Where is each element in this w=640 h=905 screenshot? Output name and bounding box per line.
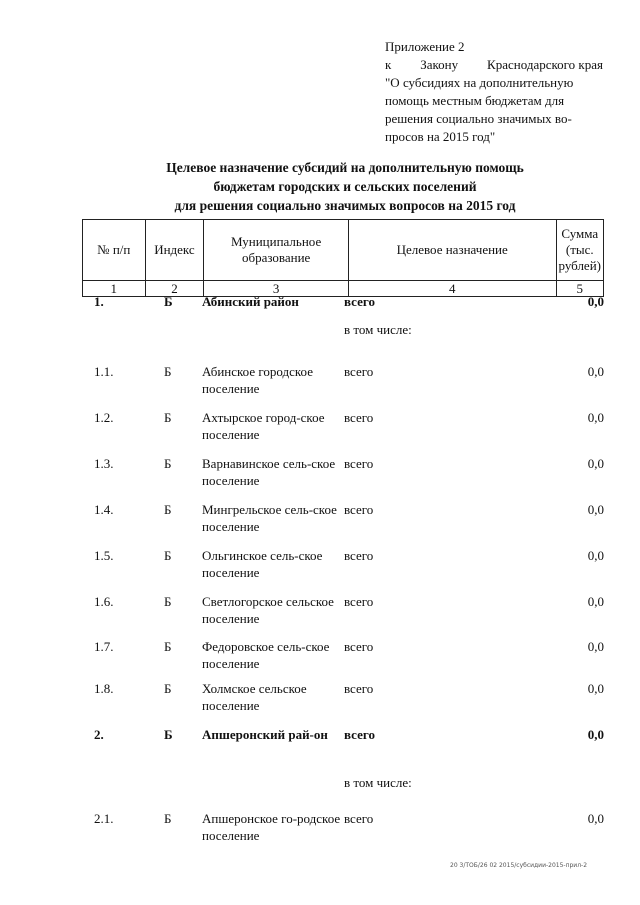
header-number: № п/п [83, 220, 146, 281]
appendix-word: к [385, 57, 392, 72]
row-index: Б [164, 456, 172, 471]
row-municipality: Холмское сельское поселение [202, 681, 307, 713]
row-municipality: Ольгинское сель-ское поселение [202, 548, 323, 580]
row-municipality: Варнавинское сель-ское поселение [202, 456, 336, 488]
appendix-line: помощь местным бюджетам для [385, 93, 565, 108]
row-purpose: всего [344, 410, 374, 425]
row-municipality: Светлогорское сельское поселение [202, 594, 334, 626]
table-row [82, 455, 604, 501]
row-sum: 0,0 [587, 639, 604, 654]
column-number: 4 [348, 281, 556, 297]
column-number: 1 [83, 281, 146, 297]
table-row [82, 293, 604, 321]
row-purpose: всего [344, 811, 374, 826]
row-municipality: Апшеронский рай-он [202, 727, 328, 742]
table-row [82, 409, 604, 455]
table-header [82, 219, 604, 297]
appendix-line [385, 56, 603, 74]
row-municipality: Абинское городское поселение [202, 364, 313, 396]
header-index: Индекс [145, 220, 204, 281]
row-purpose: всего [344, 364, 374, 379]
title-line: для решения социально значимых вопросов на 2015 год [174, 198, 516, 213]
row-number: 1.6. [94, 594, 114, 609]
row-purpose: всего [344, 594, 374, 609]
including-label: в том числе: [344, 322, 412, 337]
row-purpose: всего [344, 639, 374, 654]
table-row [82, 810, 604, 856]
row-municipality: Ахтырское город-ское поселение [202, 410, 325, 442]
appendix-line: "О субсидиях на дополнительную [385, 75, 574, 90]
row-index: Б [164, 294, 173, 309]
appendix-word: Закону [420, 57, 459, 72]
title-line: Целевое назначение субсидий на дополнительную помощь [166, 160, 524, 175]
row-number: 2. [94, 727, 104, 742]
row-municipality: Апшеронское го-родское поселение [202, 811, 341, 843]
row-sum: 0,0 [587, 594, 604, 609]
row-sum: 0,0 [587, 456, 604, 471]
row-index: Б [164, 681, 172, 696]
row-sum: 0,0 [587, 727, 604, 742]
row-number: 1.7. [94, 639, 114, 654]
row-purpose: всего [344, 548, 374, 563]
column-number: 2 [145, 281, 204, 297]
table-row [82, 593, 604, 638]
table-row [82, 363, 604, 409]
row-purpose: всего [344, 502, 374, 517]
table-row [82, 638, 604, 680]
appendix-word: Краснодарского края [487, 57, 603, 72]
row-municipality: Мингрельское сель-ское поселение [202, 502, 337, 534]
row-number: 1.5. [94, 548, 114, 563]
row-purpose: всего [344, 294, 375, 309]
row-number: 1.2. [94, 410, 114, 425]
row-sum: 0,0 [587, 294, 604, 309]
column-number: 5 [556, 281, 604, 297]
including-label: в том числе: [344, 775, 412, 790]
table-row [82, 680, 604, 726]
row-index: Б [164, 639, 172, 654]
table-row [82, 726, 604, 774]
column-number: 3 [204, 281, 349, 297]
row-municipality: Абинский район [202, 294, 299, 309]
row-index: Б [164, 594, 172, 609]
row-index: Б [164, 548, 172, 563]
appendix-line: Приложение 2 [385, 39, 465, 54]
row-number: 1. [94, 294, 104, 309]
row-sum: 0,0 [587, 410, 604, 425]
row-index: Б [164, 502, 172, 517]
row-sum: 0,0 [587, 811, 604, 826]
row-sum: 0,0 [587, 364, 604, 379]
row-sum: 0,0 [587, 502, 604, 517]
footer-file-path: 20 3/ТОБ/26 02 2015/субсидии-2015-прил-2 [450, 862, 588, 869]
row-number: 2.1. [94, 811, 114, 826]
row-number: 1.4. [94, 502, 114, 517]
header-sum: Сумма (тыс. рублей) [556, 220, 604, 281]
table-body [82, 293, 604, 856]
including-row [82, 774, 604, 810]
appendix-line: просов на 2015 год" [385, 129, 496, 144]
table-row [82, 501, 604, 547]
row-index: Б [164, 811, 172, 826]
appendix-header [385, 38, 603, 146]
row-number: 1.3. [94, 456, 114, 471]
title-line: бюджетам городских и сельских поселений [213, 179, 477, 194]
header-purpose: Целевое назначение [348, 220, 556, 281]
document-title [100, 158, 590, 215]
table-row [82, 547, 604, 593]
row-municipality: Федоровское сель-ское поселение [202, 639, 330, 671]
row-purpose: всего [344, 727, 375, 742]
row-number: 1.1. [94, 364, 114, 379]
header-municipality: Муниципальное образование [204, 220, 349, 281]
row-index: Б [164, 364, 172, 379]
appendix-line: решения социально значимых во- [385, 111, 572, 126]
row-index: Б [164, 727, 173, 742]
row-purpose: всего [344, 681, 374, 696]
including-row [82, 321, 604, 363]
row-sum: 0,0 [587, 681, 604, 696]
row-purpose: всего [344, 456, 374, 471]
row-number: 1.8. [94, 681, 114, 696]
row-sum: 0,0 [587, 548, 604, 563]
row-index: Б [164, 410, 172, 425]
